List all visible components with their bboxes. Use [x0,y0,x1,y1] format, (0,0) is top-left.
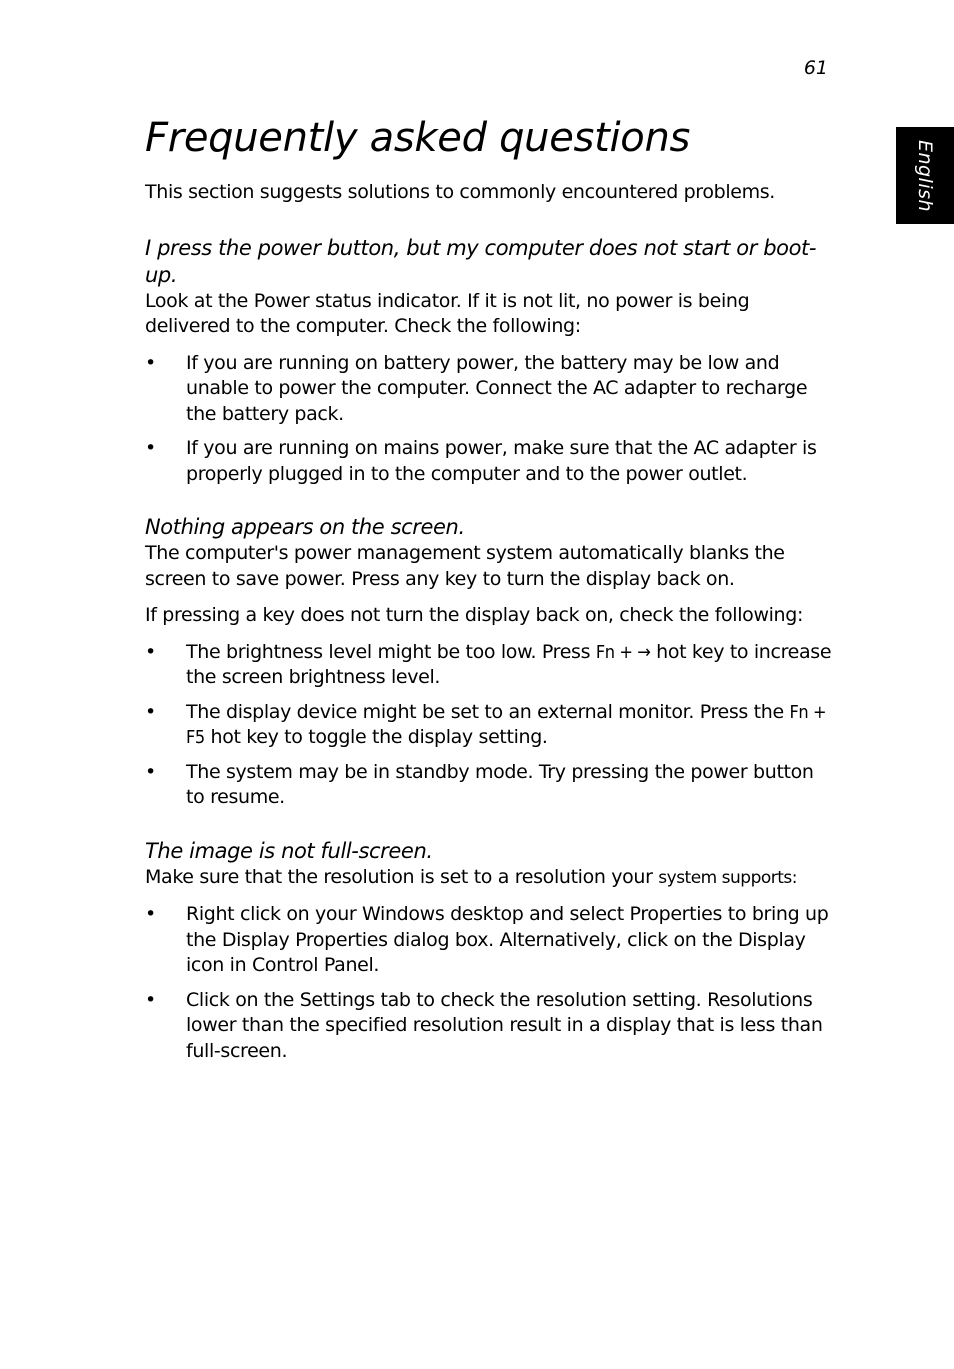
list-item-text: hot key to toggle the display setting. [204,726,548,748]
bullet-icon: • [145,700,156,723]
paragraph-text: Make sure that the resolution is set to a resolution your [145,865,659,888]
hotkey-label: Fn + → [595,641,651,663]
faq-paragraph: The computer's power management system automatically blanks the screen to save power. Press any key to turn the display back on. [145,542,785,590]
bullet-list [145,351,835,488]
faq-heading: The image is not full-screen. [145,838,433,863]
bullet-icon: • [145,988,156,1011]
list-item-text: Click on the Settings tab to check the resolution setting. Resolutions lower than the specified resolution result in a display that is less than full-screen. [186,988,823,1062]
language-tab [896,127,954,224]
faq-section-screen [145,514,835,811]
intro-text: This section suggests solutions to commonly encountered problems. [145,181,775,203]
page-number: 61 [803,57,828,79]
faq-section-power [145,235,835,488]
language-tab-label: English [914,139,936,212]
list-item [145,988,835,1065]
faq-section-fullscreen [145,838,835,1065]
hotkey-label: Fn + F5 [186,701,827,748]
bullet-icon: • [145,351,156,374]
list-item-text: Right click on your Windows desktop and select Properties to bring up the Display Properties dialog box. Alternatively, click on the Display icon in Control Panel. [186,903,829,976]
page-content [145,110,835,1073]
list-item [145,700,835,751]
list-item [145,640,835,691]
faq-heading: Nothing appears on the screen. [145,515,465,539]
list-item [145,351,835,428]
list-item-text: The display device might be set to an external monitor. Press the [186,700,790,723]
faq-heading: I press the power button, but my computer does not start or boot-up. [145,235,817,287]
list-item-text: The brightness level might be too low. Press [186,640,596,663]
paragraph-text-small: system supports: [658,867,797,888]
bullet-icon: • [145,903,156,925]
bullet-icon: • [145,760,156,783]
bullet-icon: • [145,640,156,663]
list-item [145,760,835,811]
list-item-text: If you are running on mains power, make sure that the AC adapter is properly plugged in to the computer and to the power outlet. [186,437,817,485]
list-item-text: hot key to increase the screen brightness level. [186,640,832,688]
faq-paragraph: If pressing a key does not turn the display back on, check the following: [145,604,804,626]
list-item-text: If you are running on battery power, the battery may be low and unable to power the computer. Connect the AC adapter to recharge the battery pack. [186,351,808,425]
list-item [145,902,835,979]
page-title: Frequently asked questions [145,115,691,161]
list-item [145,436,835,487]
bullet-list [145,640,835,811]
list-item-text: The system may be in standby mode. Try pressing the power button to resume. [186,760,814,808]
bullet-icon: • [145,437,156,459]
faq-paragraph [145,865,835,892]
faq-paragraph: Look at the Power status indicator. If it is not lit, no power is being delivered to the computer. Check the following: [145,289,750,337]
bullet-list [145,902,835,1064]
